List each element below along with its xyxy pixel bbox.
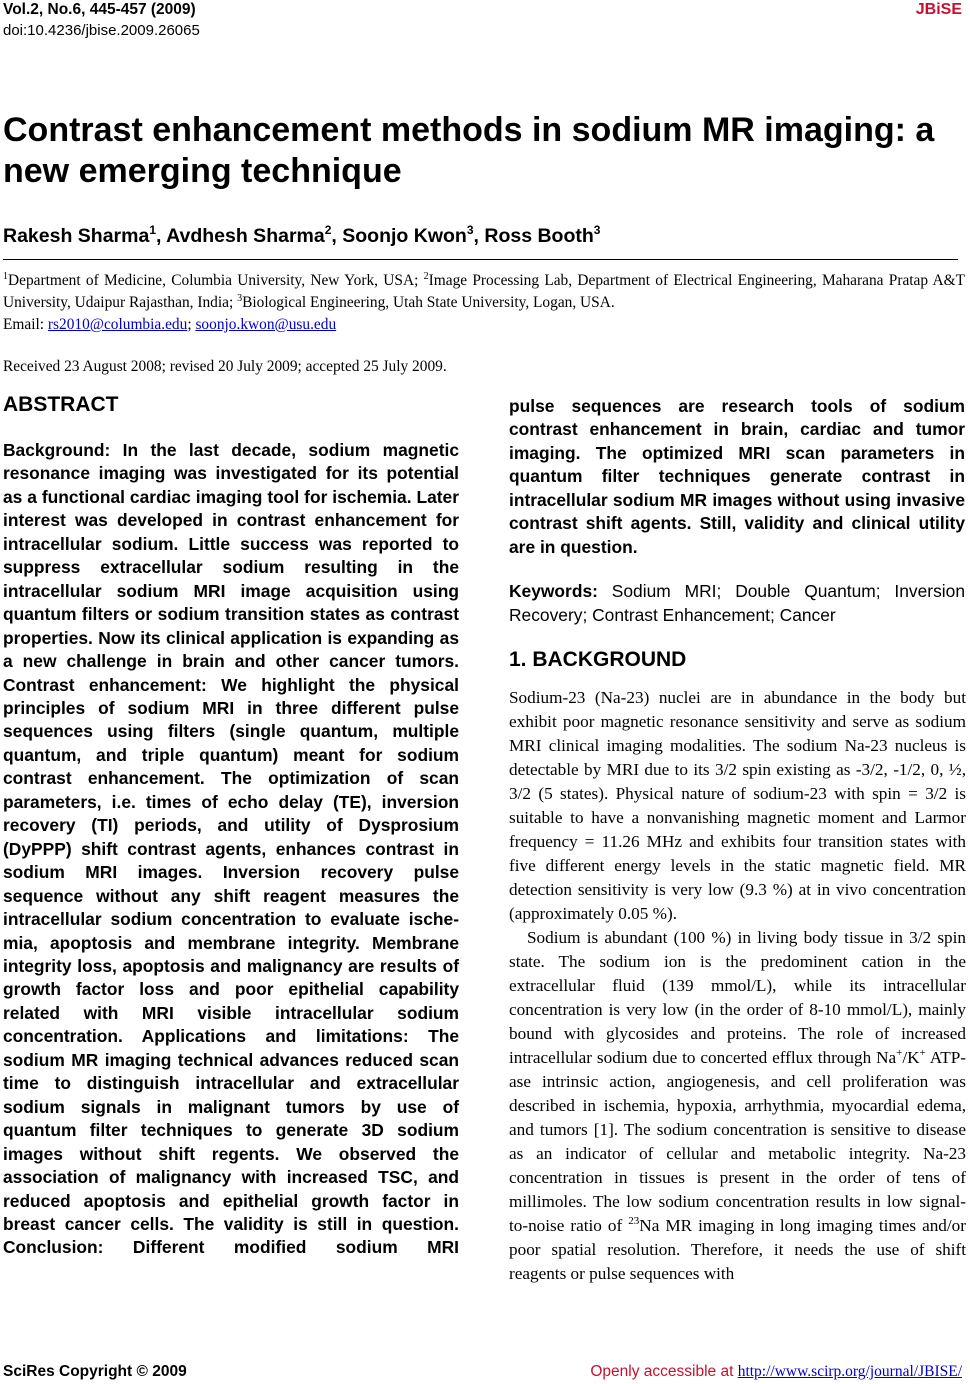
affiliations <box>3 270 965 336</box>
section-heading: 1. BACKGROUND <box>509 648 687 671</box>
author-affiliation-mark: 1 <box>149 223 157 237</box>
author-affiliation-mark: 2 <box>324 223 332 237</box>
text-run: Sodium is abundant (100 %) in living body tissue in 3/2 spin state. The sodium ion is the predominent cation in the extracellular fluid (139 mmol/L), while its intracellular concentration is very low (in the order of 8-10 mmol/L), mainly bound with glycosides and proteins. The role of increased intracellular sodium due to concerted efflux through Na <box>509 928 966 1067</box>
doi-line: doi:10.4236/jbise.2009.26065 <box>3 22 200 39</box>
affiliation-text: Biological Engineering, Utah State University, Logan, USA. <box>242 294 615 311</box>
journal-volume-line: Vol.2, No.6, 445-457 (2009) <box>3 1 196 18</box>
text-run: /K <box>902 1048 920 1067</box>
author-list <box>3 223 600 249</box>
affiliation-mark: 2 <box>423 271 429 282</box>
journal-url-link[interactable]: http://www.scirp.org/journal/JBISE/ <box>737 1363 962 1380</box>
affiliation-mark: 3 <box>237 293 243 304</box>
open-access-label: Openly accessible at <box>590 1363 738 1380</box>
paragraph <box>509 926 966 1286</box>
superscript: + <box>919 1047 926 1059</box>
email-label: Email: <box>3 316 48 333</box>
author-affiliation-mark: 3 <box>466 223 474 237</box>
email-separator: ; <box>187 316 196 333</box>
author-name: Rakesh Sharma <box>3 225 150 247</box>
paragraph: Sodium-23 (Na-23) nuclei are in abundance in the body but exhibit poor magnetic resonance sensitivity and serve as sodium MRI clinical imaging modalities. The sodium Na-23 nucleus is detectable by MRI due to its 3/2 spin existing as -3/2, -1/2, 0, ½, 3/2 (5 states). Physical nature of sodium-23 with spin = 3/2 is suitable to have a nonvanishing magnetic moment and Larmor frequency = 11.26 MHz and exhibits four transition states with five different energy levels in the static magnetic field. MR detection sensitivity is very low (9.3 %) at in vivo concentration (approximately 0.05 %). <box>509 688 966 923</box>
email-link[interactable]: rs2010@columbia.edu <box>47 316 188 333</box>
author-name: Soonjo Kwon <box>342 225 467 247</box>
keywords <box>509 580 965 627</box>
abstract-text-left: Background: In the last decade, sodium magnetic resonance imaging was investigated for its potential as a functional cardiac imaging tool for ischemia. Later interest was developed in contrast enhancement for intracellular sodium. Little success was reported to suppress extracellular sodium resulting in the intracellular sodium MRI image acquisition using quantum filters or sodium transition states as contrast properties. Now its clinical application is expanding as a new challenge in brain and other cancer tumors. Contrast enhancement: We highlight the physical principles of sodium MRI in three different pulse sequences using filters (single quantum, multiple quantum, and triple quantum) meant for sodium contrast enhancement. The optimization of scan parameters, i.e. times of echo delay (TE), inversion recovery (TI) periods, and utility of Dysprosium (DyPPP) shift contrast agents, enhances contrast in sodium MRI images. Inversion recovery pulse sequence without any shift reagent measures the intracellular sodium concentration to evaluate ischemia, apoptosis and membrane integrity. Membrane integrity loss, apoptosis and malignancy are results of growth factor loss and poor epithelial capability related with MRI visible intracellular sodium concentration. Applications and limitations: The sodium MR imaging technical advances reduced scan time to distinguish intracellular and extracellular sodium signals in malignant tumors by use of quantum filter techniques to generate 3D sodium images without shift regents. We observed the association of malignancy with increased TSC, and reduced apoptosis and epithelial growth factor in breast cancer cells. The validity is still in question. Conclusion: Different modified sodium MRI <box>3 440 459 1258</box>
author-separator: , <box>331 225 343 247</box>
author-separator: , <box>473 225 485 247</box>
affiliation-text: Department of Medicine, Columbia University, New York, USA; <box>8 272 424 289</box>
superscript: + <box>896 1047 903 1059</box>
email-link[interactable]: soonjo.kwon@usu.edu <box>195 316 337 333</box>
paper-title: Contrast enhancement methods in sodium MR imaging: a new emerging technique <box>3 111 935 190</box>
open-access-notice <box>590 1362 962 1382</box>
keywords-text: Sodium MRI; Double Quantum; Inversion Recovery; Contrast Enhancement; Cancer <box>509 581 965 625</box>
text-run: Na MR imaging in long imaging times and/or poor spatial resolution. Therefore, it needs the use of shift reagents or pulse sequences with <box>509 1216 966 1283</box>
affiliation-mark: 1 <box>3 271 8 282</box>
affiliation-text: Image Processing Lab, Department of Electrical Engineering, Maharana Pratap A&T University, Udaipur Rajasthan, India; <box>3 272 965 311</box>
author-name: Avdhesh Sharma <box>166 225 325 247</box>
copyright-notice: SciRes Copyright © 2009 <box>3 1363 187 1380</box>
body-text <box>509 686 966 1286</box>
received-dates: Received 23 August 2008; revised 20 July 2009; accepted 25 July 2009. <box>3 358 447 375</box>
author-separator: , <box>156 225 167 247</box>
superscript: 23 <box>628 1215 640 1227</box>
text-run: ATP-ase intrinsic action, angiogenesis, and cell proliferation was described in ischemia, hypoxia, arrhythmia, myocardial edema, and tumors [1]. The sodium concentration is sensitive to disease as an indicator of cellular and metabolic integrity. Na-23 concentration in tissues is present in the order of tens of millimoles. The low sodium concentration results in low signal-to-noise ratio of <box>509 1048 967 1235</box>
abstract-text-right: pulse sequences are research tools of sodium contrast enhancement in brain, cardiac and tumor imaging. The optimized MRI scan parameters in quantum filter techniques generate contrast in intracellular sodium MR images without using invasive contrast shift agents. Still, validity and clinical utility are in question. <box>509 396 965 557</box>
author-affiliation-mark: 3 <box>593 223 601 237</box>
abstract-heading: ABSTRACT <box>3 393 119 416</box>
keywords-label: Keywords: <box>509 581 598 601</box>
title-divider <box>3 259 958 260</box>
author-name: Ross Booth <box>484 225 594 247</box>
journal-abbreviation: JBiSE <box>915 1 962 18</box>
